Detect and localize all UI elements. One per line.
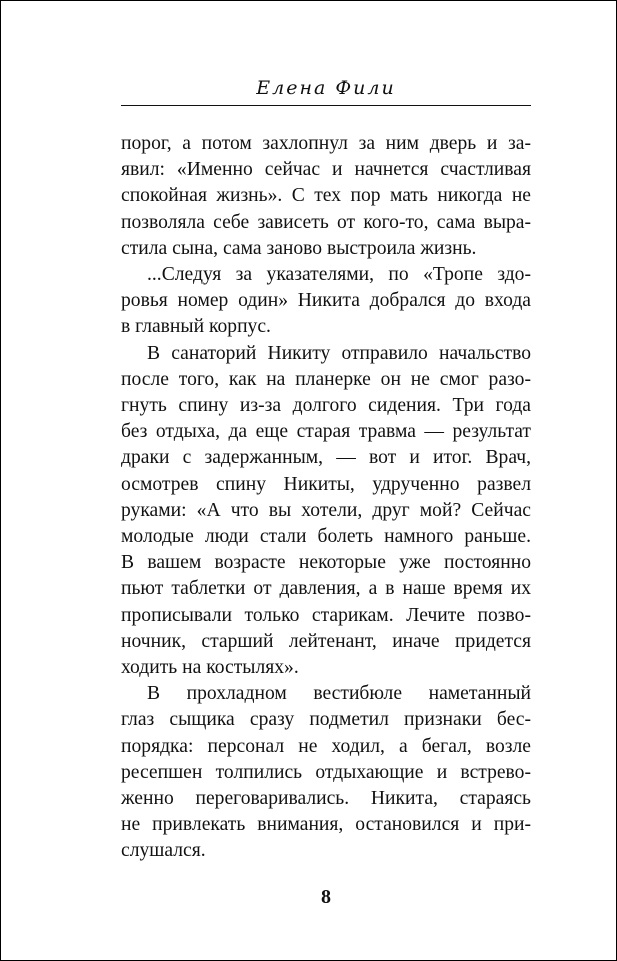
paragraph-4 xyxy=(121,681,531,864)
running-head-author: Елена Фили xyxy=(256,77,396,99)
text-line: стила сына, сама заново выстроила жизнь. xyxy=(121,237,477,259)
text-line: глаз сыщика сразу подметил признаки бес- xyxy=(121,709,531,731)
text-line: драки с задержанным, — вот и итог. Врач, xyxy=(121,447,531,469)
text-line: ночник, старший лейтенант, иначе придется xyxy=(121,630,531,652)
text-line: ровья номер один» Никита добрался до входа xyxy=(121,290,531,312)
text-line: В санаторий Никиту отправило начальство xyxy=(147,342,531,364)
text-line: спокойная жизнь». С тех пор мать никогда не xyxy=(121,185,531,207)
text-line: без отдыха, да еще старая травма — результат xyxy=(121,421,531,443)
text-line: молодые люди стали болеть намного раньше. xyxy=(121,526,531,548)
text-line: позволяла себе зависеть от кого-то, сама выра- xyxy=(121,211,531,233)
text-line: ресепшен толпились отдыхающие и встрево- xyxy=(121,761,531,783)
paragraph-1 xyxy=(121,131,531,262)
paragraph-3 xyxy=(121,341,531,682)
text-line: прописывали только старикам. Лечите позво- xyxy=(121,604,531,626)
header-rule xyxy=(121,105,531,106)
text-line: после того, как на планерке он не смог разо- xyxy=(121,368,531,390)
text-line: явил: «Именно сейчас и начнется счастливая xyxy=(121,159,531,181)
text-line: ходить на костылях». xyxy=(121,657,299,679)
text-line: пьют таблетки от давления, а в наше время их xyxy=(121,578,531,600)
text-line: ...Следуя за указателями, по «Тропе здо- xyxy=(147,264,531,286)
text-line: В прохладном вестибюле наметанный xyxy=(147,683,531,705)
text-line: гнуть спину из-за долгого сидения. Три года xyxy=(121,395,531,417)
body-text xyxy=(121,131,531,865)
text-line: в главный корпус. xyxy=(121,316,271,338)
text-line: осмотрев спину Никиты, удрученно развел xyxy=(121,473,531,495)
text-line: порядка: персонал не ходил, а бегал, возле xyxy=(121,735,531,757)
text-line: женно переговаривались. Никита, стараясь xyxy=(121,788,531,810)
page-number: 8 xyxy=(321,886,331,908)
text-line: порог, а потом захлопнул за ним дверь и за- xyxy=(121,133,531,154)
text-line: В вашем возрасте некоторые уже постоянно xyxy=(121,552,531,574)
paragraph-2 xyxy=(121,262,531,341)
text-line: слушался. xyxy=(121,840,206,862)
text-line: руками: «А что вы хотели, друг мой? Сейчас xyxy=(121,499,531,521)
text-line: не привлекать внимания, остановился и при- xyxy=(121,814,531,836)
